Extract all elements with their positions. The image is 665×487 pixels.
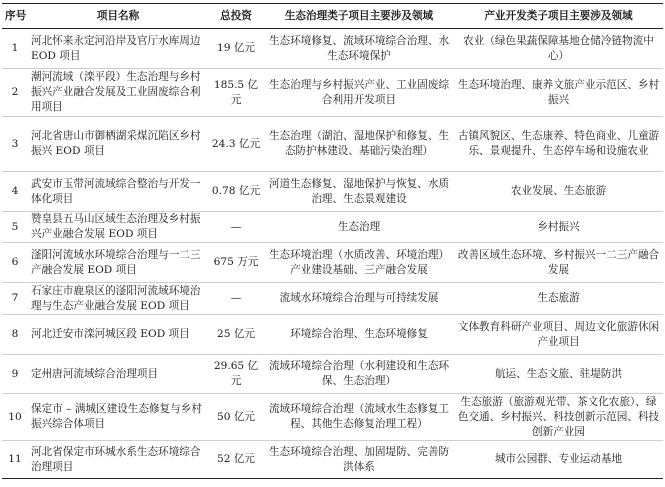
cell-no: 1: [2, 29, 28, 69]
cell-eco-governance: 流域环境综合治理（水利建设和生态环保、生态治理）: [264, 355, 454, 394]
cell-eco-governance: 环境综合治理、生态环境修复: [264, 315, 454, 355]
cell-eco-governance: 河道生态修复、湿地保护与恢复、水质治理、生态景观建设: [264, 172, 454, 212]
table-row: [2, 212, 663, 243]
cell-project-name: 河北迁安市滦河城区段 EOD 项目: [28, 315, 208, 355]
cell-eco-governance: 生态治理与乡村振兴产业、工业固废综合利用开发项目: [264, 69, 454, 117]
cell-no: 9: [2, 355, 28, 394]
cell-industry-development: 农业发展、生态旅游: [454, 172, 663, 212]
cell-investment: 19 亿元: [208, 29, 264, 69]
cell-eco-governance: 生态治理: [264, 212, 454, 243]
cell-industry-development: 改善区域生态环境、乡村振兴一二三产融合发展: [454, 243, 663, 283]
cell-investment: —: [208, 283, 264, 315]
header-industry-development: 产业开发类子项目主要涉及领域: [454, 4, 663, 29]
cell-investment: 25 亿元: [208, 315, 264, 355]
table-row: [2, 441, 663, 479]
cell-no: 5: [2, 212, 28, 243]
cell-eco-governance: 生态环境治理（水质改善、环境治理）产业建设基础、三产融合发展: [264, 243, 454, 283]
cell-investment: 0.78 亿元: [208, 172, 264, 212]
cell-eco-governance: 流域环境综合治理（流域水生态修复工程、其他生态修复治理工程）: [264, 394, 454, 441]
cell-project-name: 赞皇县五马山区域生态治理及乡村振兴产业融合发展 EOD 项目: [28, 212, 208, 243]
cell-project-name: 石家庄市鹿泉区的滏阳河流域环境治理与生态产业融合发展 EOD 项目: [28, 283, 208, 315]
table-row: [2, 355, 663, 394]
cell-project-name: 武安市玉带河流域综合整治与开发一体化项目: [28, 172, 208, 212]
table-row: [2, 172, 663, 212]
cell-industry-development: 生态环境治理、康养文旅产业示范区、乡村振兴: [454, 69, 663, 117]
cell-project-name: 潮河流域（滦平段）生态治理与乡村振兴产业融合发展及工业固废综合利用项目: [28, 69, 208, 117]
cell-project-name: 保定市 – 满城区建设生态修复与乡村振兴综合体项目: [28, 394, 208, 441]
cell-project-name: 河北省保定市环城水系生态环境综合治理项目: [28, 441, 208, 479]
cell-investment: 675 万元: [208, 243, 264, 283]
cell-industry-development: 航运、生态文旅、驻堤防洪: [454, 355, 663, 394]
cell-no: 10: [2, 394, 28, 441]
cell-investment: 185.5 亿元: [208, 69, 264, 117]
cell-investment: 50 亿元: [208, 394, 264, 441]
cell-project-name: 河北省唐山市御栖湖采煤沉陷区乡村振兴 EOD 项目: [28, 117, 208, 172]
eod-projects-table: [2, 3, 663, 479]
cell-industry-development: 城市公园群、专业运动基地: [454, 441, 663, 479]
table-row: [2, 315, 663, 355]
cell-industry-development: 古镇风貌区、生态康养、特色商业、儿童游乐、景观提升、生态停车场和设施农业: [454, 117, 663, 172]
table-row: [2, 117, 663, 172]
table-row: [2, 243, 663, 283]
cell-investment: 24.3 亿元: [208, 117, 264, 172]
table-row: [2, 29, 663, 69]
cell-eco-governance: 生态环境修复、流域环境综合治理、水生态环境保护: [264, 29, 454, 69]
table-row: [2, 283, 663, 315]
cell-no: 4: [2, 172, 28, 212]
header-project-name: 项目名称: [28, 4, 208, 29]
cell-no: 6: [2, 243, 28, 283]
header-investment: 总投资: [208, 4, 264, 29]
cell-project-name: 滏阳河流域水环境综合治理与一二三产融合发展 EOD 项目: [28, 243, 208, 283]
cell-eco-governance: 生态环境综合治理、加固堤防、完善防洪体系: [264, 441, 454, 479]
cell-no: 7: [2, 283, 28, 315]
table-row: [2, 394, 663, 441]
cell-investment: —: [208, 212, 264, 243]
cell-industry-development: 文体教育科研产业项目、周边文化旅游休闲产业项目: [454, 315, 663, 355]
cell-no: 11: [2, 441, 28, 479]
cell-project-name: 河北怀来永定河沿岸及官厅水库周边 EOD 项目: [28, 29, 208, 69]
cell-investment: 52 亿元: [208, 441, 264, 479]
cell-industry-development: 农业（绿色果蔬保障基地仓储冷链物流中心）: [454, 29, 663, 69]
cell-industry-development: 生态旅游: [454, 283, 663, 315]
table-header-row: [2, 4, 663, 29]
cell-eco-governance: 流域水环境综合治理与可持续发展: [264, 283, 454, 315]
table-row: [2, 69, 663, 117]
cell-no: 2: [2, 69, 28, 117]
header-no: 序号: [2, 4, 28, 29]
cell-investment: 29.65 亿元: [208, 355, 264, 394]
cell-no: 8: [2, 315, 28, 355]
table-body: [2, 29, 663, 479]
cell-industry-development: 乡村振兴: [454, 212, 663, 243]
cell-no: 3: [2, 117, 28, 172]
cell-project-name: 定州唐河流域综合治理项目: [28, 355, 208, 394]
header-eco-governance: 生态治理类子项目主要涉及领域: [264, 4, 454, 29]
cell-industry-development: 生态旅游（旅游观光带、茶文化农旅）、绿色交通、乡村振兴、科技创新示范园、科技创新产业园: [454, 394, 663, 441]
cell-eco-governance: 生态治理（湖泊、湿地保护和修复、生态防护林建设、基础污染治理）: [264, 117, 454, 172]
